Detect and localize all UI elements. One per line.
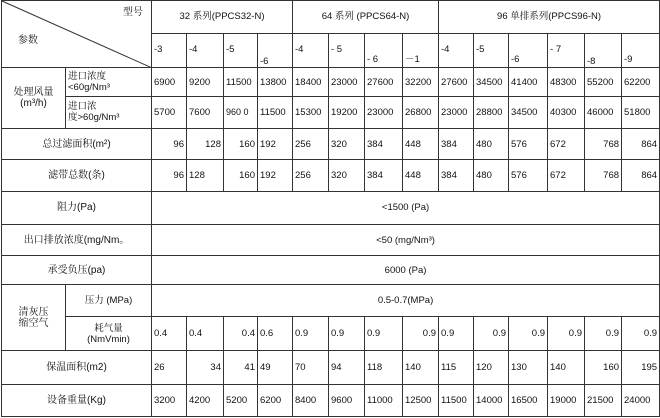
resistance-label: 阻力(Pa) — [2, 192, 152, 225]
value-cell: 0.4 — [187, 316, 224, 351]
value-cell: 70 — [293, 351, 329, 385]
resistance-value: <1500 (Pa) — [152, 192, 660, 225]
value-cell: 0.9 — [365, 316, 403, 351]
model-label: 型号 — [123, 7, 143, 18]
value-cell: 576 — [509, 128, 548, 160]
air-consumption-row — [2, 316, 660, 351]
value-cell: 94 — [329, 351, 365, 385]
outlet-label: 出口排放浓度(mg/Nm。 — [2, 224, 152, 256]
value-cell: 8400 — [293, 385, 329, 417]
value-cell: 9200 — [187, 68, 224, 97]
value-cell: 960 0 — [224, 97, 258, 129]
value-cell: 0.4 — [152, 316, 187, 351]
series-header-32: 32 系列(PPCS32-N) — [152, 1, 293, 34]
value-cell: 11500 — [224, 68, 258, 97]
value-cell: 0.9 — [548, 316, 585, 351]
value-cell: 320 — [329, 160, 365, 192]
value-cell: 0.9 — [585, 316, 622, 351]
model-cell: -6 — [509, 33, 548, 68]
value-cell: 256 — [293, 128, 329, 160]
model-cell: -8 — [585, 33, 622, 68]
series-header-96: 96 单排系列(PPCS96-N) — [439, 1, 660, 34]
value-cell: 115 — [439, 351, 474, 385]
weight-row — [2, 385, 660, 417]
value-cell: 672 — [548, 128, 585, 160]
value-cell: 13800 — [258, 68, 293, 97]
header-series-row — [2, 1, 660, 34]
value-cell: 11500 — [258, 97, 293, 129]
value-cell: 23000 — [329, 68, 365, 97]
value-cell: 23000 — [365, 97, 403, 129]
air-volume-label: 处理风量 (m³/h) — [2, 68, 66, 128]
value-cell: 128 — [187, 160, 224, 192]
value-cell: 24000 — [622, 385, 660, 417]
value-cell: 55200 — [585, 68, 622, 97]
value-cell: 62200 — [622, 68, 660, 97]
value-cell: 0.9 — [439, 316, 474, 351]
model-cell: -5 — [474, 33, 509, 68]
value-cell: 23000 — [439, 97, 474, 129]
value-cell: 320 — [329, 128, 365, 160]
value-cell: 0.9 — [474, 316, 509, 351]
negative-pressure-row — [2, 256, 660, 285]
value-cell: 49 — [258, 351, 293, 385]
filter-area-label: 总过滤面积(m²) — [2, 128, 152, 160]
corner-header-cell — [2, 1, 152, 68]
insulation-row — [2, 351, 660, 385]
value-cell: 34 — [187, 351, 224, 385]
value-cell: 11000 — [365, 385, 403, 417]
value-cell: 27600 — [439, 68, 474, 97]
value-cell: 480 — [474, 128, 509, 160]
value-cell: 192 — [258, 160, 293, 192]
value-cell: 41 — [224, 351, 258, 385]
bag-count-label: 滤带总数(条) — [2, 160, 152, 192]
model-cell: -3 — [152, 33, 187, 68]
value-cell: 5200 — [224, 385, 258, 417]
value-cell: 9600 — [329, 385, 365, 417]
value-cell: 34500 — [509, 97, 548, 129]
value-cell: 0.9 — [622, 316, 660, 351]
value-cell: 672 — [548, 160, 585, 192]
value-cell: 15300 — [293, 97, 329, 129]
model-cell: -4 — [293, 33, 329, 68]
value-cell: 11500 — [439, 385, 474, 417]
value-cell: 256 — [293, 160, 329, 192]
model-cell: -4 — [187, 33, 224, 68]
value-cell: 128 — [187, 128, 224, 160]
value-cell: 5700 — [152, 97, 187, 129]
model-cell: - 6 — [365, 33, 403, 68]
series-header-64: 64 系列 (PPCS64-N) — [293, 1, 439, 34]
model-cell: －1 — [403, 33, 439, 68]
value-cell: 864 — [622, 160, 660, 192]
value-cell: 27600 — [365, 68, 403, 97]
value-cell: 19000 — [548, 385, 585, 417]
value-cell: 480 — [474, 160, 509, 192]
value-cell: 192 — [258, 128, 293, 160]
value-cell: 48300 — [548, 68, 585, 97]
consumption-sub-label: 耗气量 (NmVmin) — [66, 316, 152, 351]
value-cell: 160 — [224, 128, 258, 160]
air-volume-row — [2, 68, 660, 97]
value-cell: 0.9 — [403, 316, 439, 351]
value-cell: 768 — [585, 160, 622, 192]
cleaning-air-label: 清灰压 缩空气 — [2, 285, 66, 351]
value-cell: 14000 — [474, 385, 509, 417]
value-cell: 19200 — [329, 97, 365, 129]
param-label: 参数 — [18, 35, 38, 46]
pressure-value: 0.5-0.7(MPa) — [152, 285, 660, 317]
model-cell: -6 — [258, 33, 293, 68]
model-cell: -5 — [224, 33, 258, 68]
value-cell: 0.9 — [329, 316, 365, 351]
filter-area-row — [2, 128, 660, 160]
value-cell: 40300 — [548, 97, 585, 129]
value-cell: 6900 — [152, 68, 187, 97]
value-cell: 448 — [403, 128, 439, 160]
value-cell: 7600 — [187, 97, 224, 129]
outlet-value: <50 (mg/Nm³) — [152, 224, 660, 256]
value-cell: 0.9 — [293, 316, 329, 351]
negative-pressure-label: 承受负压(pa) — [2, 256, 152, 285]
model-cell: - 5 — [329, 33, 365, 68]
air-volume-row — [2, 97, 660, 129]
value-cell: 140 — [403, 351, 439, 385]
value-cell: 26 — [152, 351, 187, 385]
value-cell: 18400 — [293, 68, 329, 97]
value-cell: 0.6 — [258, 316, 293, 351]
value-cell: 96 — [152, 128, 187, 160]
value-cell: 3200 — [152, 385, 187, 417]
value-cell: 26800 — [403, 97, 439, 129]
value-cell: 448 — [403, 160, 439, 192]
cleaning-pressure-row — [2, 285, 660, 317]
value-cell: 195 — [622, 351, 660, 385]
value-cell: 130 — [509, 351, 548, 385]
value-cell: 768 — [585, 128, 622, 160]
resistance-row — [2, 192, 660, 225]
spec-table — [1, 0, 660, 417]
value-cell: 41400 — [509, 68, 548, 97]
weight-label: 设备重量(Kg) — [2, 385, 152, 417]
bag-count-row — [2, 160, 660, 192]
value-cell: 21500 — [585, 385, 622, 417]
value-cell: 160 — [224, 160, 258, 192]
insulation-label: 保温面积(m2) — [2, 351, 152, 385]
value-cell: 4200 — [187, 385, 224, 417]
value-cell: 160 — [585, 351, 622, 385]
value-cell: 384 — [365, 128, 403, 160]
value-cell: 0.9 — [509, 316, 548, 351]
air-volume-sub-label: 进口浓 度>60g/Nm³ — [66, 97, 152, 129]
value-cell: 16500 — [509, 385, 548, 417]
value-cell: 140 — [548, 351, 585, 385]
value-cell: 384 — [365, 160, 403, 192]
model-cell: -4 — [439, 33, 474, 68]
value-cell: 51800 — [622, 97, 660, 129]
value-cell: 118 — [365, 351, 403, 385]
pressure-sub-label: 压力 (MPa) — [66, 285, 152, 317]
value-cell: 576 — [509, 160, 548, 192]
model-cell: -9 — [622, 33, 660, 68]
value-cell: 32200 — [403, 68, 439, 97]
value-cell: 384 — [439, 128, 474, 160]
value-cell: 864 — [622, 128, 660, 160]
value-cell: 28800 — [474, 97, 509, 129]
value-cell: 384 — [439, 160, 474, 192]
value-cell: 12500 — [403, 385, 439, 417]
air-volume-sub-label: 进口浓度 <60g/Nm³ — [66, 68, 152, 97]
negative-pressure-value: 6000 (Pa) — [152, 256, 660, 285]
value-cell: 120 — [474, 351, 509, 385]
outlet-row — [2, 224, 660, 256]
value-cell: 6200 — [258, 385, 293, 417]
value-cell: 46000 — [585, 97, 622, 129]
value-cell: 34500 — [474, 68, 509, 97]
value-cell: 0.4 — [224, 316, 258, 351]
value-cell: 96 — [152, 160, 187, 192]
model-cell: - 7 — [548, 33, 585, 68]
